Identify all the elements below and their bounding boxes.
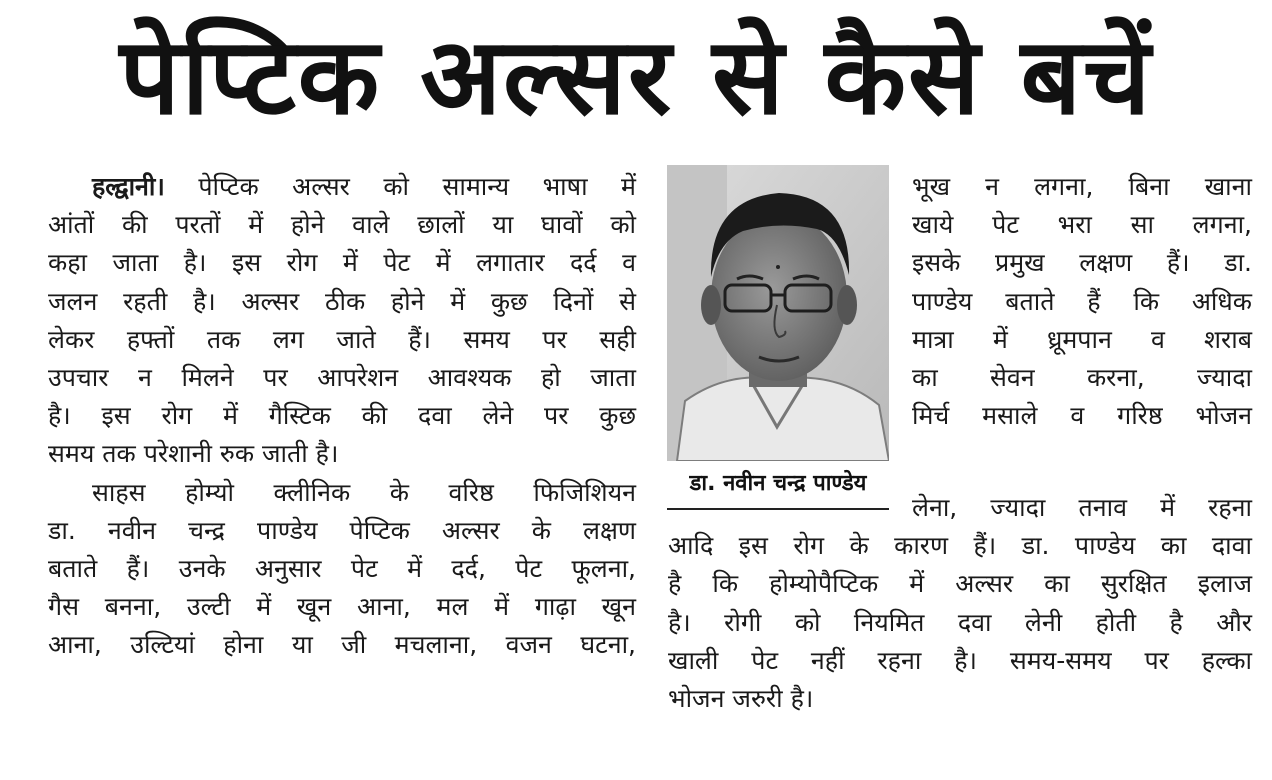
text-line: भोजन जरुरी है। [668,683,814,713]
article-column-1 [48,168,636,664]
dateline: हल्द्वानी। [92,172,165,201]
text-line: आना, उल्टियां होना या जी मचलाना, वजन घटना, [48,630,636,660]
portrait-photo [667,165,889,461]
text-line: जलन रहती है। अल्सर ठीक होने में कुछ दिनों से [48,286,636,316]
text-line: हल्द्वानी। पेप्टिक अल्सर को सामान्य भाषा में [92,172,636,201]
text-line: लेना, ज्यादा तनाव में रहना [912,493,1252,522]
article-column-2-top [912,168,1252,435]
text-line: आदि इस रोग के कारण हैं। डा. पाण्डेय का दावा [668,531,1252,561]
text-line: खाये पेट भरा सा लगना, [912,210,1252,240]
text-line: लेकर हफ्तों तक लग जाते हैं। समय पर सही [48,324,636,354]
text-line: बताते हैं। उनके अनुसार पेट में दर्द, पेट फूलना, [48,553,636,583]
text-line: है। रोगी को नियमित दवा लेनी होती है और [668,607,1252,637]
text-line: भूख न लगना, बिना खाना [912,172,1252,201]
photo-caption: डा. नवीन चन्द्र पाण्डेय [667,468,889,510]
text-line: खाली पेट नहीं रहना है। समय-समय पर हल्का [668,645,1252,675]
text-line: है। इस रोग में गैस्टिक की दवा लेने पर कुछ [48,401,636,431]
text-line: समय तक परेशानी रुक जाती है। [48,439,339,469]
text-line: पाण्डेय बताते हैं कि अधिक [912,286,1252,316]
text-line: डा. नवीन चन्द्र पाण्डेय पेप्टिक अल्सर के लक्षण [48,515,636,545]
text-line: मिर्च मसाले व गरिष्ठ भोजन [912,401,1252,431]
text-line: है कि होम्योपैप्टिक में अल्सर का सुरक्षित इलाज [668,569,1252,599]
text-line: साहस होम्यो क्लीनिक के वरिष्ठ फिजिशियन [92,477,636,507]
text-line: इसके प्रमुख लक्षण हैं। डा. [912,248,1252,278]
text-line: आंतों की परतों में होने वाले छालों या घावों को [48,210,636,240]
text-line: का सेवन करना, ज्यादा [912,362,1252,392]
text-line: गैस बनना, उल्टी में खून आना, मल में गाढ़ा खून [48,592,636,622]
text-line: मात्रा में ध्रूमपान व शराब [912,324,1252,354]
text-line: उपचार न मिलने पर आपरेशन आवश्यक हो जाता [48,362,636,392]
article-column-2-bottom [668,489,1252,718]
text-line: कहा जाता है। इस रोग में पेट में लगातार दर्द व [48,248,636,278]
portrait-illustration [667,165,889,461]
headline: पेप्टिक अल्सर से कैसे बचें [119,15,1153,138]
